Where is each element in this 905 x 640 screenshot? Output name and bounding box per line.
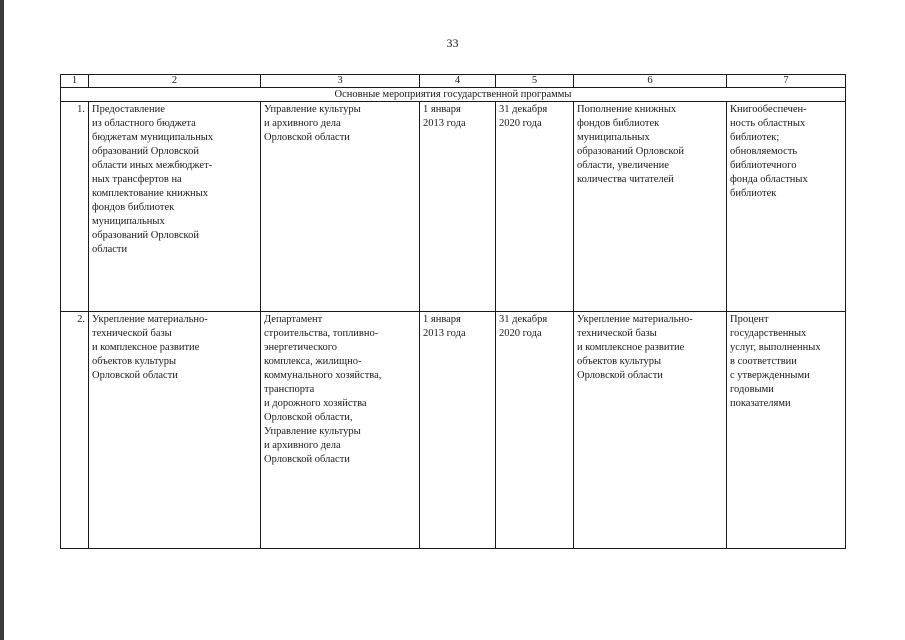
measure-cell: Укрепление материально- технической базы и комплексное развитие объектов культуры Орловской области	[89, 312, 261, 549]
section-title: Основные мероприятия государственной программы	[61, 88, 846, 102]
column-header-7: 7	[727, 75, 846, 88]
column-number-row	[61, 75, 846, 88]
result-cell: Укрепление материально- технической базы и комплексное развитие объектов культуры Орловской области	[574, 312, 727, 549]
end-date-cell: 31 декабря 2020 года	[496, 102, 574, 312]
measure-cell: Предоставление из областного бюджета бюджетам муниципальных образований Орловской области иных межбюджет- ных трансфертов на комплектование книжных фондов библиотек муниципальных образований Орловской области	[89, 102, 261, 312]
column-header-3: 3	[261, 75, 420, 88]
table-row	[61, 102, 846, 312]
page-number: 33	[446, 36, 459, 50]
start-date-cell: 1 января 2013 года	[420, 312, 496, 549]
section-row	[61, 88, 846, 102]
executor-cell: Департамент строительства, топливно- энергетического комплекса, жилищно- коммунального хозяйства, транспорта и дорожного хозяйства Орловской области, Управление культуры и архивного дела Орловской области	[261, 312, 420, 549]
table-row	[61, 312, 846, 549]
scan-edge	[0, 0, 4, 640]
column-header-2: 2	[89, 75, 261, 88]
executor-cell: Управление культуры и архивного дела Орловской области	[261, 102, 420, 312]
indicator-cell: Процент государственных услуг, выполненных в соответствии с утвержденными годовыми показателями	[727, 312, 846, 549]
program-table	[60, 74, 846, 549]
result-cell: Пополнение книжных фондов библиотек муниципальных образований Орловской области, увеличение количества читателей	[574, 102, 727, 312]
column-header-4: 4	[420, 75, 496, 88]
row-number: 1.	[61, 102, 89, 312]
column-header-1: 1	[61, 75, 89, 88]
end-date-cell: 31 декабря 2020 года	[496, 312, 574, 549]
row-number: 2.	[61, 312, 89, 549]
indicator-cell: Книгообеспечен- ность областных библиотек; обновляемость библиотечного фонда областных библиотек	[727, 102, 846, 312]
column-header-6: 6	[574, 75, 727, 88]
start-date-cell: 1 января 2013 года	[420, 102, 496, 312]
column-header-5: 5	[496, 75, 574, 88]
